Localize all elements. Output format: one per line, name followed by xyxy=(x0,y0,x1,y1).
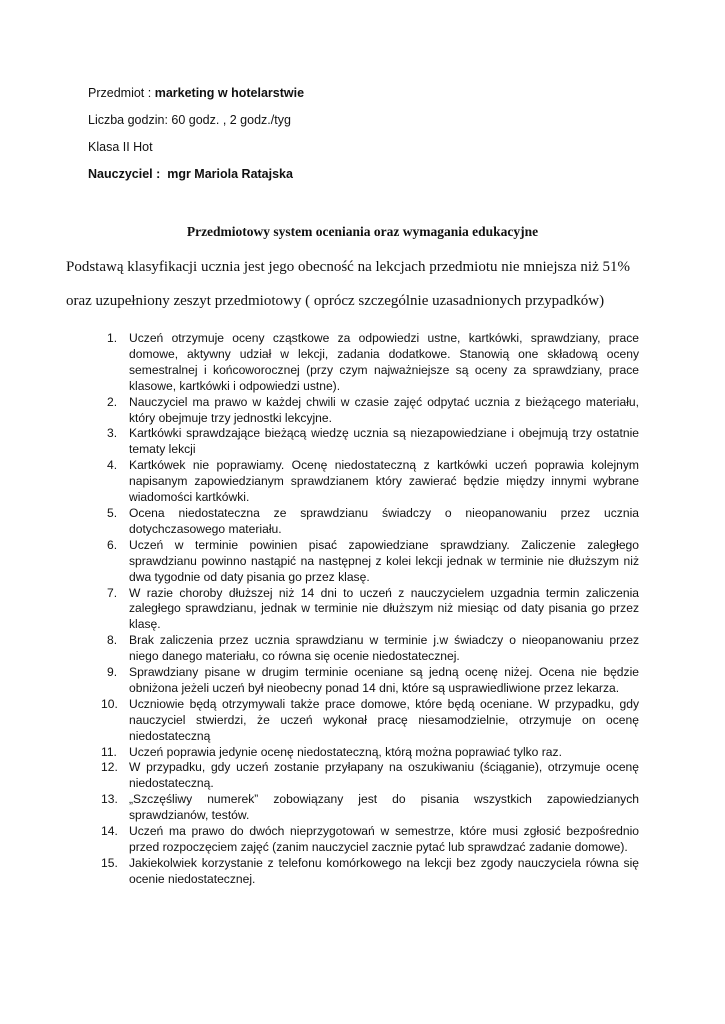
rule-item xyxy=(88,458,639,506)
rule-number: 5. xyxy=(107,505,118,520)
rule-text: Jakiekolwiek korzystanie z telefonu komórkowego na lekcji bez zgody nauczyciela równa się ocenie niedostatecznej. xyxy=(129,855,639,886)
rule-number: 9. xyxy=(107,665,118,680)
rule-item xyxy=(88,331,639,395)
rule-number: 4. xyxy=(107,458,118,473)
hours-line: Liczba godzin: 60 godz. , 2 godz./tyg xyxy=(88,113,291,127)
subject-label: Przedmiot : xyxy=(88,86,152,100)
rule-text: Uczeń otrzymuje oceny cząstkowe za odpowiedzi ustne, kartkówki, sprawdziany, prace domowe, aktywny udział w lekcji, zadania dodatkowe. Stanowią one składową oceny semestralnej i końcoworocznej (przy czym najważniejsze są oceny za sprawdziany, prace klasowe, kartkówki i odpowiedzi ustne). xyxy=(129,331,639,393)
rule-item xyxy=(88,538,639,586)
rule-number: 11. xyxy=(101,744,117,759)
rule-number: 10. xyxy=(101,696,118,711)
class-line: Klasa II Hot xyxy=(88,140,153,154)
rule-item xyxy=(88,395,639,427)
rule-number: 12. xyxy=(101,760,118,775)
rule-number: 7. xyxy=(107,585,118,600)
intro-line-1: Podstawą klasyfikacji ucznia jest jego obecność na lekcjach przedmiotu nie mniejsza niż 51% xyxy=(66,259,630,275)
rule-number: 14. xyxy=(101,824,118,839)
rule-text: W przypadku, gdy uczeń zostanie przyłapany na oszukiwaniu (ściąganie), otrzymuje ocenę niedostateczną. xyxy=(129,760,639,791)
rule-text: „Szczęśliwy numerek” zobowiązany jest do pisania wszystkich zapowiedzianych sprawdzianów, testów. xyxy=(129,792,639,823)
rule-number: 13. xyxy=(101,792,118,807)
rule-text: Ocena niedostateczna ze sprawdzianu świadczy o nieopanowaniu przez ucznia dotychczasowego materiału. xyxy=(129,505,639,536)
document-header xyxy=(88,86,304,194)
rule-text: Uczeń poprawia jedynie ocenę niedostateczną, którą można poprawiać tylko raz. xyxy=(129,744,562,759)
rule-number: 8. xyxy=(107,633,118,648)
rule-item xyxy=(88,506,639,538)
rule-item xyxy=(88,856,639,888)
subject-value: marketing w hotelarstwie xyxy=(154,86,305,100)
intro-line-2: oraz uzupełniony zeszyt przedmiotowy ( oprócz szczególnie uzasadnionych przypadków) xyxy=(66,293,605,309)
rule-number: 2. xyxy=(107,394,118,409)
rule-text: Kartkówki sprawdzające bieżącą wiedzę ucznia są niezapowiedziane i obejmują trzy ostatnie tematy lekcji xyxy=(129,426,639,457)
rule-item xyxy=(88,745,639,761)
rule-text: Brak zaliczenia przez ucznia sprawdzianu w terminie j.w świadczy o nieopanowaniu przez niego danego materiału, co równa się ocenie niedostatecznej. xyxy=(129,633,639,664)
rules-list xyxy=(88,331,639,888)
rule-number: 6. xyxy=(107,537,118,552)
rule-item xyxy=(88,760,639,792)
rule-item xyxy=(88,697,639,745)
rule-text: Uczeń w terminie powinien pisać zapowiedziane sprawdziany. Zaliczenie zaległego sprawdzianu powinno nastąpić na następnej z kolei lekcji jednak w terminie nie dłuższym niż dwa tygodnie od daty pisania go przez klasę. xyxy=(129,537,639,584)
rule-text: Sprawdziany pisane w drugim terminie oceniane są jedną ocenę niżej. Ocena nie będzie obniżona jeżeli uczeń był nieobecny ponad 14 dni, które są usprawiedliwione przez lekarza. xyxy=(129,665,639,695)
teacher-label: Nauczyciel : xyxy=(88,167,161,181)
rule-text: Uczeń ma prawo do dwóch nieprzygotowań w semestrze, które musi zgłosić bezpośrednio przed rozpoczęciem zajęć (zanim nauczyciel zacznie pytać lub sprawdzać zadanie domowe). xyxy=(129,824,639,854)
rule-number: 3. xyxy=(107,426,118,441)
rule-item xyxy=(88,633,639,665)
rule-text: Uczniowie będą otrzymywali także prace domowe, które będą oceniane. W przypadku, gdy nauczyciel stwierdzi, że uczeń wykonał pracę niesamodzielnie, otrzymuje on ocenę niedostateczną xyxy=(129,696,639,743)
subject-line xyxy=(88,86,304,101)
rule-number: 1. xyxy=(107,331,118,345)
teacher-line xyxy=(88,167,304,182)
rule-item xyxy=(88,824,639,856)
rule-item xyxy=(88,426,639,458)
rule-item xyxy=(88,792,639,824)
rule-text: Kartkówek nie poprawiamy. Ocenę niedostateczną z kartkówki uczeń poprawia kolejnym napisanym zapowiedzianym sprawdzianem który zawierać będzie między innymi wybrane wiadomości kartkówki. xyxy=(129,458,639,505)
rule-item xyxy=(88,586,639,634)
teacher-value: mgr Mariola Ratajska xyxy=(167,167,293,181)
rule-text: Nauczyciel ma prawo w każdej chwili w czasie zajęć odpytać ucznia z bieżącego materiału, który obejmuje trzy jednostki lekcyjne. xyxy=(129,394,639,425)
document-title: Przedmiotowy system oceniania oraz wymagania edukacyjne xyxy=(186,224,539,239)
rule-item xyxy=(88,665,639,697)
rule-number: 15. xyxy=(101,855,118,870)
rule-text: W razie choroby dłuższej niż 14 dni to uczeń z nauczycielem uzgadnia termin zaliczenia zaległego sprawdzianu, jednak w terminie nie dłuższym niż miesiąc od daty pisania go przez klasę. xyxy=(129,585,639,632)
